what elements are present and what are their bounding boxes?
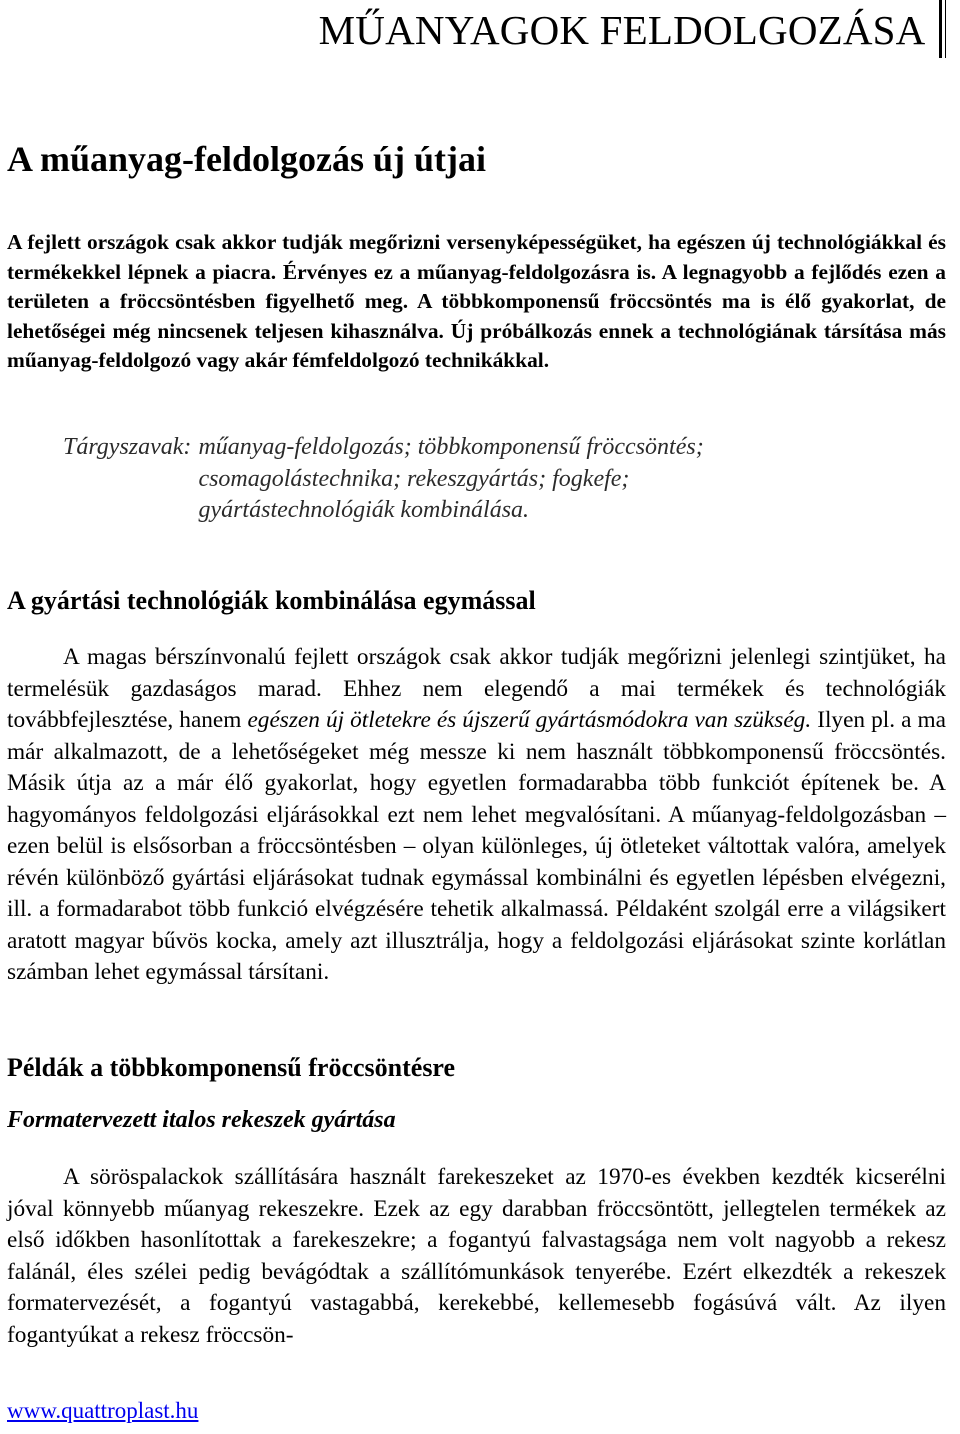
article-abstract: A fejlett országok csak akkor tudják megőrizni versenyképességüket, ha egészen új technológiákkal és termékekkel lépnek a piacra. Érvényes ez a műanyag-feldolgozásra is. A legnagyobb a fejlődés ezen a területen a fröccsöntésben figyelhető meg. A többkomponensű fröccsöntés ma is élő gyakorlat, de lehetőségei még nincsenek teljesen kihasználva. Új próbálkozás ennek a technológiának társítása más műanyag-feldolgozó vagy akár fémfeldolgozó technikákkal. [7, 230, 946, 372]
keywords-block [63, 432, 788, 527]
keywords-text: műanyag-feldolgozás; többkomponensű fröccsöntés; csomagolástechnika; rekeszgyártás; fogkefe; gyártástechnológiák kombinálása. [198, 434, 704, 523]
section-heading-combination: A gyártási technológiák kombinálása egymással [7, 586, 536, 615]
section-heading-examples: Példák a többkomponensű fröccsöntésre [7, 1053, 456, 1082]
section-body-crates: A söröspalackok szállítására használt farekeszeket az 1970-es években kezdték kicserélni jóval könnyebb műanyag rekeszekre. Ezek az egy darabban fröccsöntött, jellegtelen termékek az első időkben hasonlítottak a farekeszekre; a fogantyú falvastagsága nem volt nagyobb a rekesz falánál, éles szélei pedig bevágódtak a szállítómunkások tenyerébe. Ezért elkezdték a rekeszek formatervezését, a fogantyú vastagabbá, kerekebbé, kellemesebb fogásúvá vált. Az ilyen fogantyúkat a rekesz fröccsön- [7, 1164, 946, 1348]
header-bar [945, 0, 947, 58]
section-body-text: Ilyen pl. a ma már alkalmazott, de a lehetőségeket még messze ki nem használt többkomponensű fröccsöntés. Másik útja az a már élő gyakorlat, hogy egyetlen formadarabba több funkciót építenek be. A hagyományos feldolgozási eljárásokkal ezt nem lehet megvalósítani. A műanyag-feldolgozásban – ezen belül is elsősorban a fröccsöntésben – olyan különleges, új ötleteket váltottak valóra, amelyek révén különböző gyártási eljárásokat tudnak egymással kombinálni és egyetlen lépésben elvégezni, ill. a formadarabot több funkció elvégzésére tehetik alkalmassá. Példaként szolgál erre a világsikert aratott magyar bűvös kocka, amely azt illusztrálja, hogy a feldolgozási eljárásokat szinte korlátlan számban lehet egymással társítani. [7, 707, 946, 985]
subsection-heading-crates: Formatervezett italos rekeszek gyártása [7, 1107, 396, 1133]
article-title: A műanyag-feldolgozás új útjai [7, 139, 487, 179]
footer-website-link[interactable]: www.quattroplast.hu [7, 1398, 199, 1423]
running-header-title: MŰANYAGOK FELDOLGOZÁSA [318, 7, 926, 53]
section-body-text: A magas bérszínvonalú fejlett országok csak akkor tudják megőrizni jelenlegi szintjüket, ha termelésük gazdaságos marad. Ehhez nem elegendő a mai termékek és technológiák továbbfejlesztése, hanem [7, 644, 946, 733]
running-header [319, 0, 946, 58]
header-decorative-bars [936, 0, 947, 58]
keywords-label: Tárgyszavak: [63, 434, 192, 460]
section-body-combination [7, 642, 946, 989]
header-bar [939, 0, 942, 58]
section-body-emphasis: egészen új ötletekre és újszerű gyártásmódokra van szükség. [247, 707, 812, 733]
